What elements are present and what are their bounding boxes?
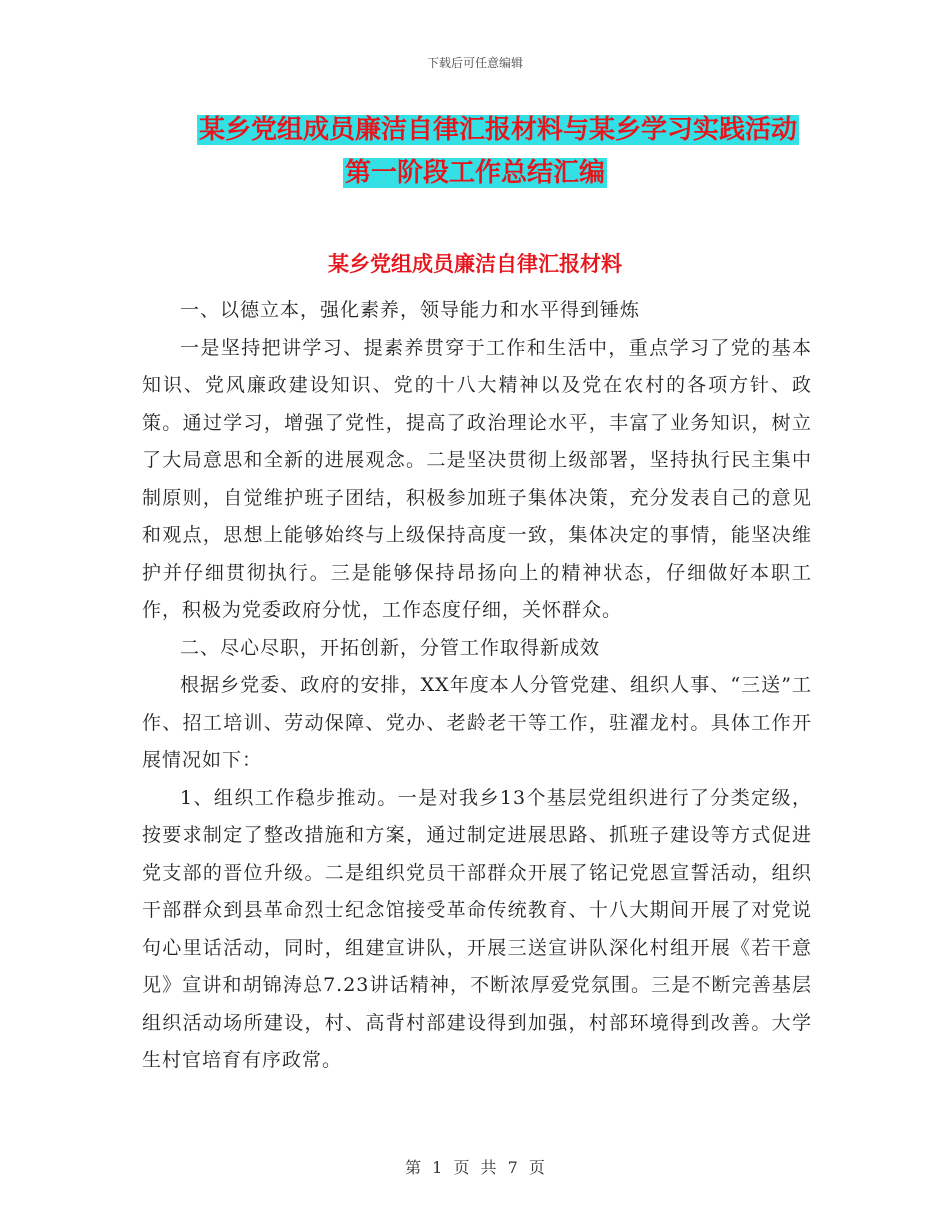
document-title-line-1 [0,114,950,146]
document-title-line-2 [0,157,950,189]
heading-paragraph-2: 二、尽心尽职，开拓创新，分管工作取得新成效 [180,636,601,659]
body-paragraph: 1、组织工作稳步推动。一是对我乡13个基层党组织进行了分类定级，按要求制定了整改措施和方案，通过制定进展思路、抓班子建设等方式促进党支部的晋位升级。二是组织党员干部群众开展了铭记党恩宣誓活动，组织干部群众到县革命烈士纪念馆接受革命传统教育、十八大期间开展了对党说句心里话活动，同时，组建宣讲队，开展三送宣讲队深化村组开展《若干意见》宣讲和胡锦涛总7.23讲话精神，不断浓厚爱党氛围。三是不断完善基层组织活动场所建设，村、高背村部建设得到加强，村部环境得到改善。大学生村官培育有序政常。 [142,786,812,1071]
heading-paragraph-1: 一、以德立本，强化素养，领导能力和水平得到锤炼 [180,299,641,321]
document-body [142,292,812,1080]
document-title-text-1: 某乡党组成员廉洁自律汇报材料与某乡学习实践活动 [198,115,797,145]
body-paragraph: 一是坚持把讲学习、提素养贯穿于工作和生活中，重点学习了党的基本知识、党风廉政建设知识、党的十八大精神以及党在农村的各项方针、政策。通过学习，增强了党性，提高了政治理论水平，丰富了业务知识，树立了大局意思和全新的进展观念。二是坚决贯彻上级部署，坚持执行民主集中制原则，自觉维护班子团结，积极参加班子集体决策，充分发表自己的意见和观点，思想上能够始终与上级保持高度一致，集体决定的事情，能坚决维护并仔细贯彻执行。三是能够保持昂扬向上的精神状态，仔细做好本职工作，积极为党委政府分忧，工作态度仔细，关怀群众。 [142,336,812,621]
document-title-text-2: 第一阶段工作总结汇编 [344,158,605,188]
section-title: 某乡党组成员廉洁自律汇报材料 [328,252,622,276]
page-footer-number: 第 1 页 共 7 页 [405,1158,545,1177]
page-header-note: 下载后可任意编辑 [426,56,523,70]
body-paragraph: 根据乡党委、政府的安排，XX年度本人分管党建、组织人事、“三送”工作、招工培训、劳动保障、党办、老龄老干等工作，驻濯龙村。具体工作开展情况如下： [142,674,812,771]
